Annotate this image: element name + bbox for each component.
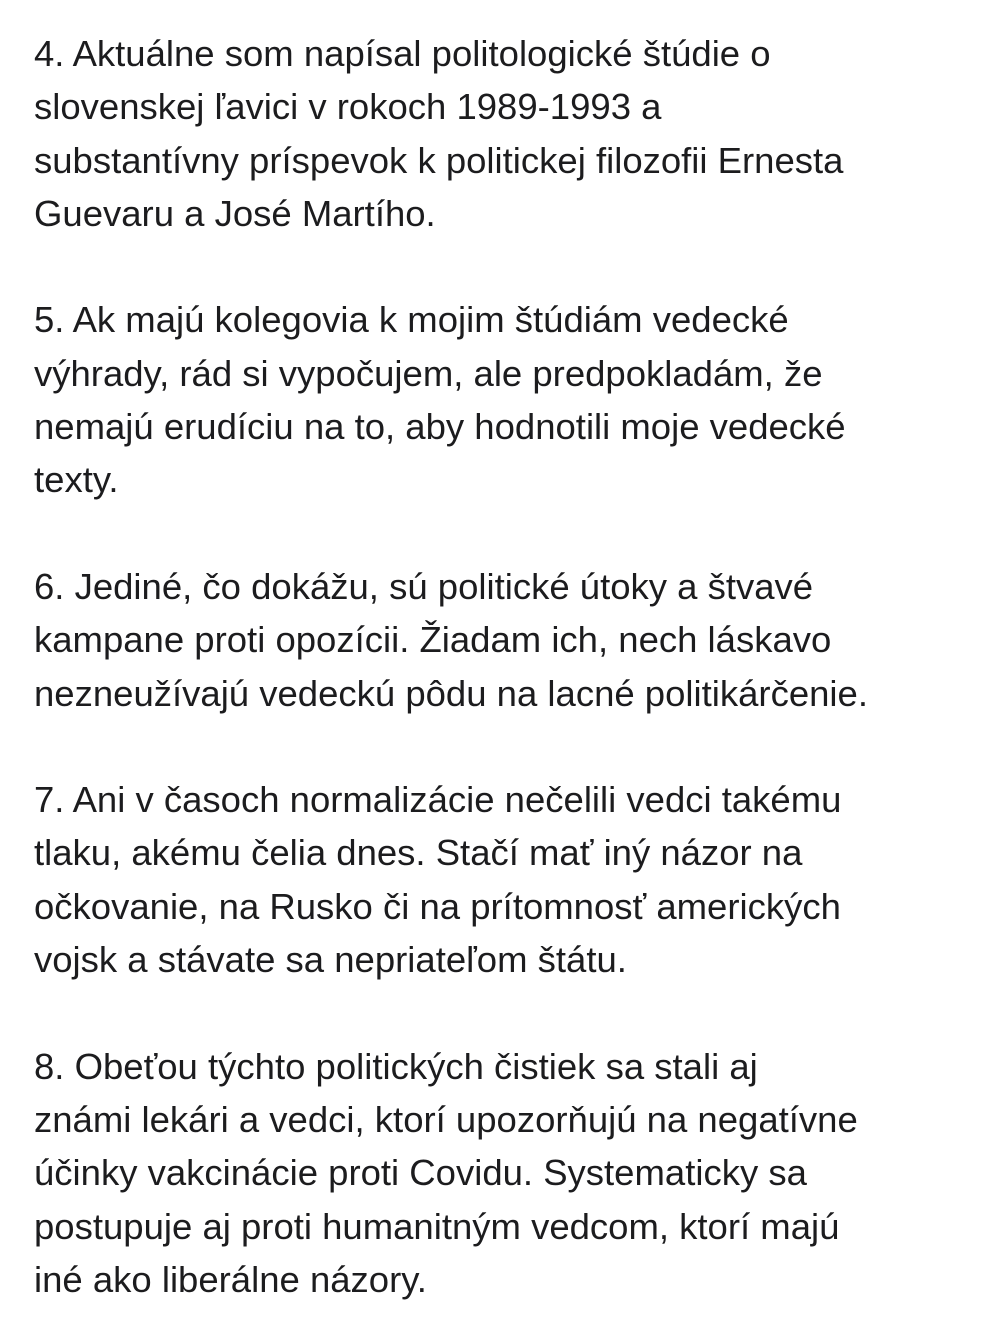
post-paragraph-8: 8. Obeťou týchto politických čistiek sa stali aj známi lekári a vedci, ktorí upozorňujú na negatívne účinky vakcinácie proti Covidu. Systematicky sa postupuje aj proti humanitným vedcom, ktorí majú iné ako liberálne názory. [34,1045,858,1300]
post-paragraph-7: 7. Ani v časoch normalizácie nečelili vedci takému tlaku, akému čelia dnes. Stačí mať iný názor na očkovanie, na Rusko či na prítomnosť amerických vojsk a stávate sa nepriateľom štátu. [34,779,842,981]
post-paragraph-5: 5. Ak majú kolegovia k mojim štúdiám vedecké výhrady, rád si vypočujem, ale predpokladám, že nemajú erudíciu na to, aby hodnotili moje vedecké texty. [34,299,846,501]
post-paragraph-6: 6. Jediné, čo dokážu, sú politické útoky a štvavé kampane proti opozícii. Žiadam ich, nech láskavo nezneužívajú vedeckú pôdu na lacné politikárčenie. [34,565,868,714]
post-paragraph-4: 4. Aktuálne som napísal politologické štúdie o slovenskej ľavici v rokoch 1989-1993 a substantívny príspevok k politickej filozofii Ernesta Guevaru a José Martího. [34,33,844,234]
post-body [34,27,994,1306]
